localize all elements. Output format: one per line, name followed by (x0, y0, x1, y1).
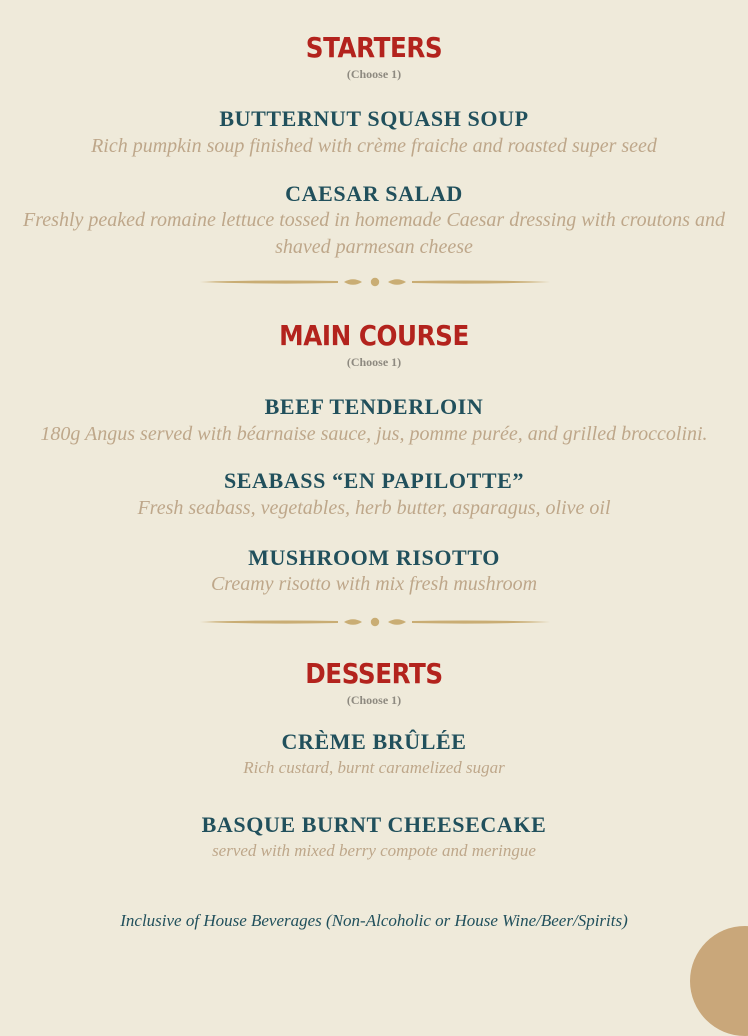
basque-burnt-cheesecake-name: BASQUE BURNT CHEESECAKE (201, 812, 547, 837)
caesar-salad-name: CAESAR SALAD (285, 181, 463, 206)
beef-tenderloin-name: BEEF TENDERLOIN (264, 394, 484, 419)
butternut-squash-soup-desc: Rich pumpkin soup finished with crème fraiche and roasted super seed (91, 135, 657, 157)
seabass-desc: Fresh seabass, vegetables, herb butter, asparagus, olive oil (137, 497, 611, 519)
butternut-squash-soup-name: BUTTERNUT SQUASH SOUP (219, 106, 529, 131)
starters-choose-note: (Choose 1) (346, 67, 402, 81)
page-corner-decoration (690, 926, 748, 1036)
mushroom-risotto-name: MUSHROOM RISOTTO (248, 545, 500, 570)
basque-burnt-cheesecake-desc: served with mixed berry compote and meringue (212, 841, 536, 860)
seabass-name: SEABASS “EN PAPILOTTE” (223, 468, 525, 493)
creme-brulee-name: CRÈME BRÛLÉE (281, 729, 467, 754)
caesar-salad-desc-line-1: Freshly peaked romaine lettuce tossed in homemade Caesar dressing with croutons and (23, 209, 725, 231)
mushroom-risotto-desc: Creamy risotto with mix fresh mushroom (210, 573, 538, 595)
ornamental-divider-icon (198, 615, 552, 629)
beverages-note: Inclusive of House Beverages (Non-Alcoholic or House Wine/Beer/Spirits) (120, 911, 628, 930)
beef-tenderloin-desc: 180g Angus served with béarnaise sauce, jus, pomme purée, and grilled broccolini. (40, 423, 708, 445)
desserts-heading: DESSERTS (305, 657, 443, 690)
ornamental-divider-icon (198, 275, 552, 289)
creme-brulee-desc: Rich custard, burnt caramelized sugar (243, 758, 505, 777)
main-course-choose-note: (Choose 1) (346, 355, 402, 369)
caesar-salad-desc-line-2: shaved parmesan cheese (275, 236, 473, 258)
starters-heading: STARTERS (305, 31, 443, 64)
main-course-heading: MAIN COURSE (279, 319, 469, 352)
desserts-choose-note: (Choose 1) (346, 693, 402, 707)
